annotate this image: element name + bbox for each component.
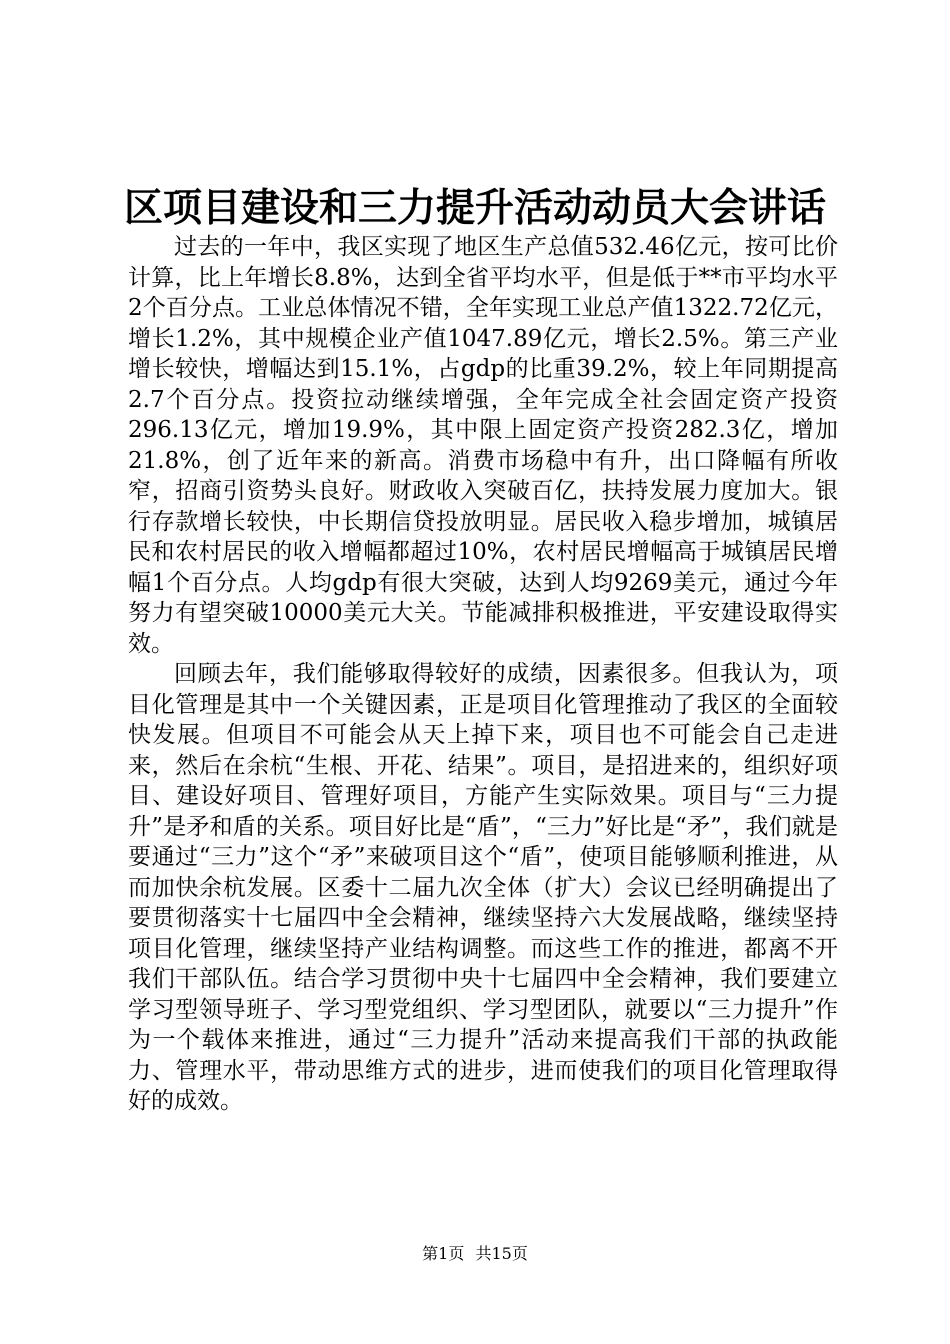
page-number: 第1页 [422, 1244, 465, 1263]
page-footer [0, 1243, 950, 1265]
page-count: 共15页 [475, 1244, 528, 1263]
document-title: 区项目建设和三力提升活动动员大会讲话 [123, 185, 826, 231]
paragraph-1: 过去的一年中，我区实现了地区生产总值532.46亿元，按可比价计算，比上年增长8.8%，达到全省平均水平，但是低于**市平均水平2个百分点。工业总体情况不错，全年实现工业总产值1322.72亿元，增长1.2%，其中规模企业产值1047.89亿元，增长2.5%。第三产业增长较快，增幅达到15.1%，占gdp的比重39.2%，较上年同期提高2.7个百分点。投资拉动继续增强，全年完成全社会固定资产投资296.13亿元，增加19.9%，其中限上固定资产投资282.3亿，增加21.8%，创了近年来的新高。消费市场稳中有升，出口降幅有所收窄，招商引资势头良好。财政收入突破百亿，扶持发展力度加大。银行存款增长较快，中长期信贷投放明显。居民收入稳步增加，城镇居民和农村居民的收入增幅都超过10%，农村居民增幅高于城镇居民增幅1个百分点。人均gdp有很大突破，达到人均9269美元，通过今年努力有望突破10000美元大关。节能减排积极推进，平安建设取得实效。 [128, 234, 838, 657]
document-body [128, 232, 838, 1117]
paragraph-2: 回顾去年，我们能够取得较好的成绩，因素很多。但我认为，项目化管理是其中一个关键因素，正是项目化管理推动了我区的全面较快发展。但项目不可能会从天上掉下来，项目也不可能会自己走进来，然后在余杭“生根、开花、结果”。项目，是招进来的，组织好项目、建设好项目、管理好项目，方能产生实际效果。项目与“三力提升”是矛和盾的关系。项目好比是“盾”，“三力”好比是“矛”，我们就是要通过“三力”这个“矛”来破项目这个“盾”，使项目能够顺利推进，从而加快余杭发展。区委十二届九次全体（扩大）会议已经明确提出了要贯彻落实十七届四中全会精神，继续坚持六大发展战略，继续坚持项目化管理，继续坚持产业结构调整。而这些工作的推进，都离不开我们干部队伍。结合学习贯彻中央十七届四中全会精神，我们要建立学习型领导班子、学习型党组织、学习型团队，就要以“三力提升”作为一个载体来推进，通过“三力提升”活动来提高我们干部的执政能力、管理水平，带动思维方式的进步，进而使我们的项目化管理取得好的成效。 [128, 661, 838, 1114]
